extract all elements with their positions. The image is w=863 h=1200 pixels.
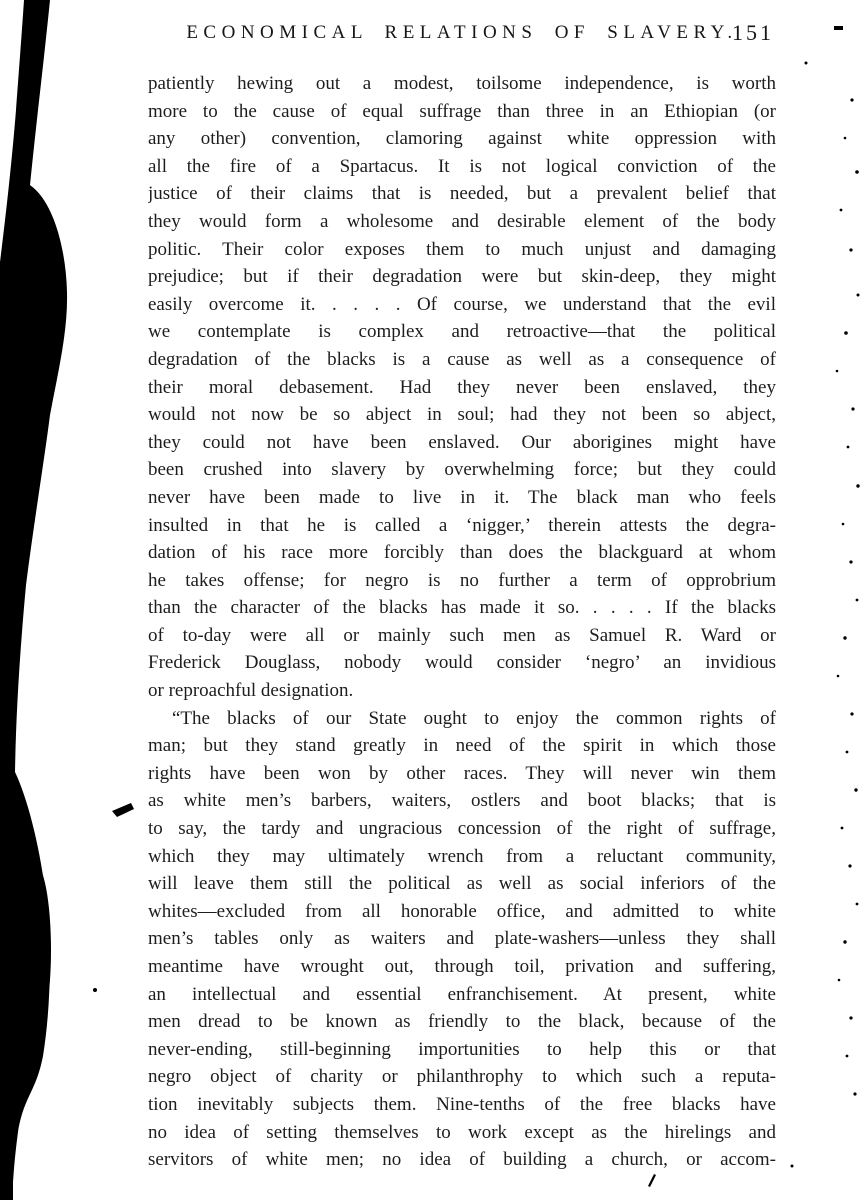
text-line: meantime have wrought out, through toil, privation and suffering, — [148, 956, 776, 977]
text-line: whites—excluded from all honorable office, and admitted to white — [148, 900, 776, 922]
text-line: than the character of the blacks has made it so. . . . . If the blacks — [148, 597, 776, 619]
text-line: rights have been won by other races. They will never win them — [148, 762, 776, 784]
text-line: all the fire of a Spartacus. It is not logical conviction of the — [148, 155, 776, 177]
text-line: to say, the tardy and ungracious concession of the right of suffrage, — [148, 818, 776, 840]
text-line: never-ending, still-beginning importunities to help this or that — [148, 1038, 776, 1060]
text-line: or reproachful designation. — [148, 680, 354, 702]
paragraph — [148, 705, 776, 1174]
text-line: men’s tables only as waiters and plate-washers—unless they shall — [148, 928, 776, 950]
text-line: as white men’s barbers, waiters, ostlers and boot blacks; that is — [148, 790, 776, 812]
body-text — [148, 70, 776, 1174]
text-line: an intellectual and essential enfranchisement. At present, white — [148, 983, 776, 1005]
text-line: insulted in that he is called a ‘nigger,’ therein attests the degra- — [148, 514, 776, 536]
running-header-title: ECONOMICAL RELATIONS OF SLAVERY. — [186, 22, 738, 43]
text-line: they would form a wholesome and desirable element of the body — [148, 210, 776, 232]
text-line: they could not have been enslaved. Our aborigines might have — [148, 431, 776, 453]
running-header — [148, 22, 776, 52]
text-line: man; but they stand greatly in need of the spirit in which those — [148, 735, 776, 757]
text-line: “The blacks of our State ought to enjoy the common rights of — [172, 707, 776, 729]
text-line: more to the cause of equal suffrage than three in an Ethiopian (or — [148, 100, 776, 122]
text-line: men dread to be known as friendly to the black, because of the — [148, 1011, 776, 1033]
text-line: been crushed into slavery by overwhelming force; but they could — [148, 459, 776, 481]
text-line: servitors of white men; no idea of building a church, or accom- — [148, 1149, 776, 1171]
text-line: will leave them still the political as well as social inferiors of the — [148, 873, 776, 895]
text-line: justice of their claims that is needed, but a prevalent belief that — [148, 183, 776, 205]
text-line: politic. Their color exposes them to much unjust and damaging — [148, 238, 776, 260]
ink-blot-left-edge-icon — [0, 0, 67, 1200]
text-line: tion inevitably subjects them. Nine-tenths of the free blacks have — [148, 1093, 776, 1115]
text-line: no idea of setting themselves to work except as the hirelings and — [148, 1121, 776, 1143]
paragraph — [148, 70, 776, 705]
text-line: their moral debasement. Had they never been enslaved, they — [148, 376, 776, 398]
text-line: would not now be so abject in soul; had they not been so abject, — [148, 404, 776, 426]
small-smudge-mark-icon — [93, 803, 134, 992]
text-line: never have been made to live in it. The black man who feels — [148, 486, 776, 508]
text-line: which they may ultimately wrench from a reluctant community, — [148, 845, 776, 867]
text-line: of to-day were all or mainly such men as Samuel R. Ward or — [148, 624, 776, 646]
page-number: 151 — [732, 20, 774, 45]
text-line: any other) convention, clamoring against white oppression with — [148, 128, 776, 150]
text-line: easily overcome it. . . . . Of course, we understand that the evil — [148, 293, 776, 315]
text-line: patiently hewing out a modest, toilsome independence, is worth — [148, 73, 776, 94]
text-line: Frederick Douglass, nobody would consider ‘negro’ an invidious — [148, 652, 776, 674]
text-line: dation of his race more forcibly than does the blackguard at whom — [148, 542, 776, 564]
text-line: we contemplate is complex and retroactive—that the political — [148, 321, 776, 343]
text-line: prejudice; but if their degradation were but skin-deep, they might — [148, 266, 776, 288]
text-line: degradation of the blacks is a cause as well as a consequence of — [148, 348, 776, 370]
text-line: he takes offense; for negro is no further a term of opprobrium — [148, 569, 776, 591]
text-line: negro object of charity or philanthrophy to which such a reputa- — [148, 1066, 776, 1088]
